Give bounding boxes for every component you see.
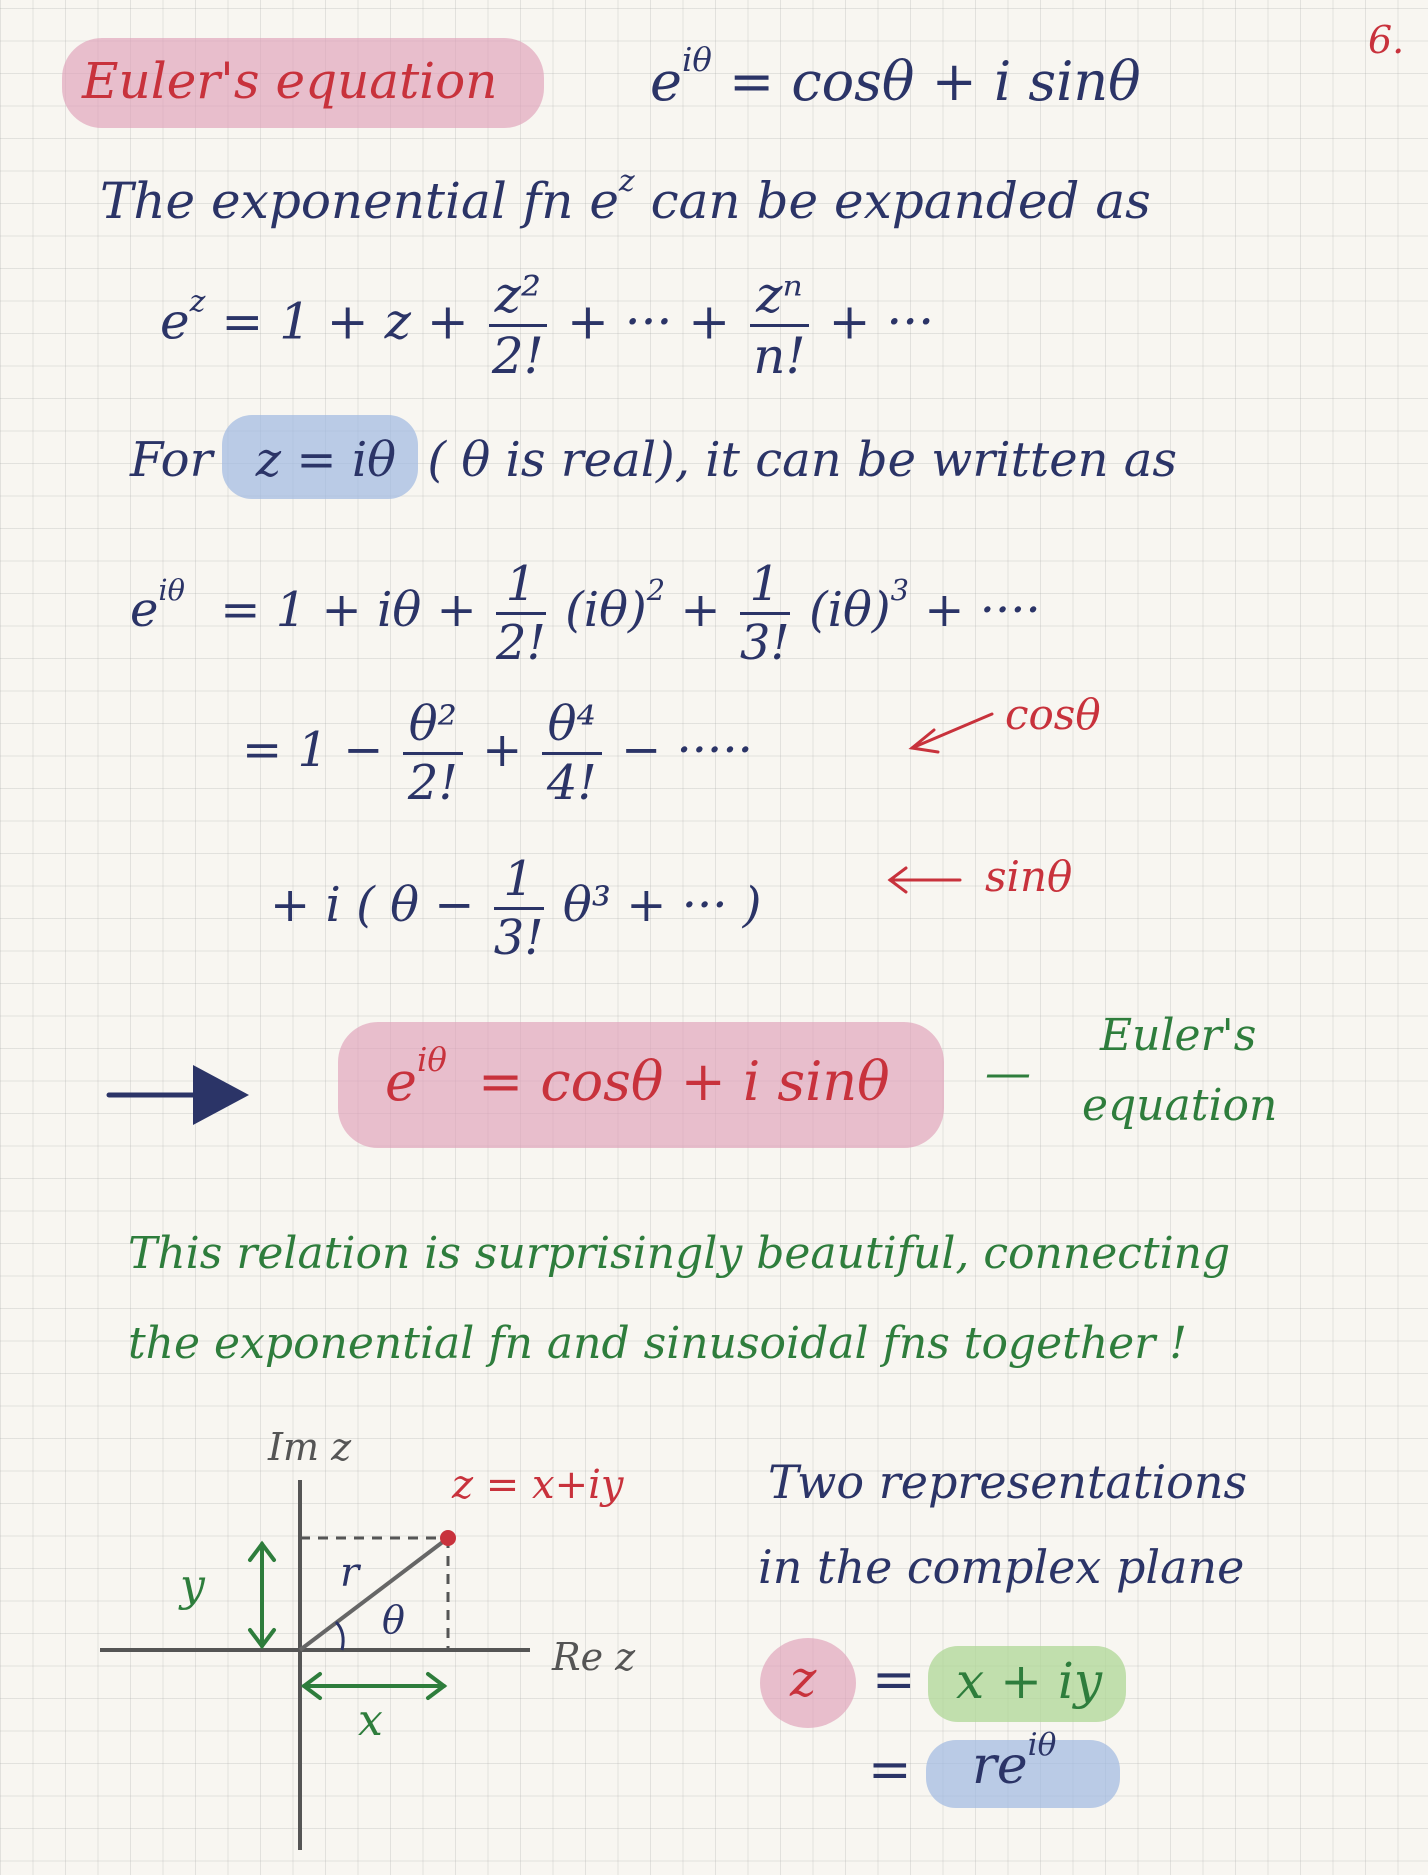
substitution-prefix: For xyxy=(130,432,213,488)
real-frac2-num: θ⁴ xyxy=(542,700,602,755)
implies-arrow-icon xyxy=(105,1055,255,1135)
substitution-highlight-text: z = iθ xyxy=(255,432,397,488)
expansion-frac1 xyxy=(495,556,546,671)
expansion-frac1-den: 2! xyxy=(495,615,546,671)
header-eq-base: e xyxy=(650,50,682,113)
real-frac1 xyxy=(403,696,463,811)
x-label: x xyxy=(358,1695,383,1746)
remark-line2: the exponential fn and sinusoidal fns together ! xyxy=(128,1318,1187,1369)
repr-cartesian: x + iy xyxy=(956,1652,1103,1710)
intro-base: e xyxy=(589,172,619,230)
expansion-term2: (iθ) xyxy=(808,582,891,638)
expansion-part1: = 1 + iθ + xyxy=(220,582,477,638)
theta-label: θ xyxy=(382,1598,405,1642)
real-plus: + xyxy=(482,722,523,778)
repr-eq2: = xyxy=(868,1740,912,1800)
intro-text-after: can be expanded as xyxy=(634,172,1151,230)
header-eq-exp: iθ xyxy=(681,40,712,79)
repr-eq1: = xyxy=(872,1650,916,1710)
series-lhs-base: e xyxy=(160,292,190,351)
point-z xyxy=(440,1530,456,1546)
expansion-frac2-num: 1 xyxy=(740,560,790,615)
expansion-term2-exp: 3 xyxy=(890,573,909,608)
series-frac2-den: n! xyxy=(753,327,806,385)
r-label: r xyxy=(340,1550,360,1596)
y-label: y xyxy=(180,1560,205,1611)
sin-annotation: sinθ xyxy=(985,852,1073,901)
result-dash: — xyxy=(985,1045,1031,1099)
real-tail: − ····· xyxy=(621,722,753,778)
repr-line1: Two representations xyxy=(768,1455,1248,1509)
expansion-lhs-exp: iθ xyxy=(158,573,185,608)
sin-arrow-icon xyxy=(880,860,970,900)
intro-text-before: The exponential fn xyxy=(100,172,590,230)
result-label-line2: equation xyxy=(1082,1080,1278,1131)
result-base: e xyxy=(385,1050,417,1113)
expansion-tail: + ···· xyxy=(924,582,1041,638)
substitution-line xyxy=(130,432,1177,488)
y-arrow-icon xyxy=(250,1544,274,1646)
series-frac1-num: z² xyxy=(489,270,547,327)
series-part1: = 1 + z + xyxy=(221,292,469,351)
real-frac2 xyxy=(542,696,602,811)
cos-arrow-icon xyxy=(900,700,1000,760)
repr-line2: in the complex plane xyxy=(758,1540,1245,1594)
series-frac2-num: zⁿ xyxy=(750,270,809,327)
imag-frac-den: 3! xyxy=(493,910,544,966)
imag-frac xyxy=(493,851,544,966)
series-frac1-den: 2! xyxy=(491,327,544,385)
repr-polar-exp: iθ xyxy=(1027,1726,1057,1763)
imag-term: θ³ + ··· ) xyxy=(562,877,762,933)
expansion-term1: (iθ) xyxy=(565,582,647,638)
page-number: 6. xyxy=(1368,18,1405,62)
series-frac1 xyxy=(489,266,547,385)
imag-part-line xyxy=(270,851,762,966)
series-equation xyxy=(160,266,935,385)
expansion-frac2-den: 3! xyxy=(739,615,790,671)
repr-polar xyxy=(972,1726,1057,1796)
expansion-frac2 xyxy=(739,556,790,671)
im-axis-label: Im z xyxy=(268,1425,352,1469)
result-rhs: = cosθ + i sinθ xyxy=(478,1050,890,1113)
angle-arc xyxy=(336,1622,343,1650)
page-title: Euler's equation xyxy=(82,52,498,110)
cos-annotation: cosθ xyxy=(1005,690,1101,739)
remark-line1: This relation is surprisingly beautiful, connecting xyxy=(128,1228,1231,1279)
re-axis-label: Re z xyxy=(552,1635,636,1679)
point-label: z = x+iy xyxy=(452,1462,624,1508)
real-part1: = 1 − xyxy=(242,722,384,778)
expansion-lhs-base: e xyxy=(130,582,159,638)
series-part3: + ··· xyxy=(828,292,935,351)
repr-polar-base: re xyxy=(972,1736,1028,1796)
real-part-line xyxy=(242,696,753,811)
series-lhs-exp: z xyxy=(189,284,206,320)
radius-line xyxy=(300,1538,448,1650)
expansion-equation xyxy=(130,556,1041,671)
real-frac1-den: 2! xyxy=(407,755,458,811)
intro-exp: z xyxy=(618,164,635,199)
expansion-frac1-num: 1 xyxy=(496,560,546,615)
real-frac2-den: 4! xyxy=(546,755,597,811)
imag-frac-num: 1 xyxy=(494,855,544,910)
header-eq-rhs: = cosθ + i sinθ xyxy=(729,50,1141,113)
substitution-suffix: ( θ is real), it can be written as xyxy=(427,432,1178,488)
real-frac1-num: θ² xyxy=(403,700,463,755)
series-part2: + ··· + xyxy=(566,292,731,351)
series-frac2 xyxy=(750,266,809,385)
result-exp: iθ xyxy=(416,1040,447,1079)
result-label-line1: Euler's xyxy=(1100,1010,1257,1061)
imag-part1: + i ( θ − xyxy=(270,877,475,933)
header-equation xyxy=(650,40,1141,113)
intro-line xyxy=(100,164,1151,230)
expansion-term1-exp: 2 xyxy=(646,573,666,608)
result-equation xyxy=(385,1040,890,1113)
expansion-plus: + xyxy=(680,582,721,638)
repr-z: z xyxy=(790,1650,817,1708)
